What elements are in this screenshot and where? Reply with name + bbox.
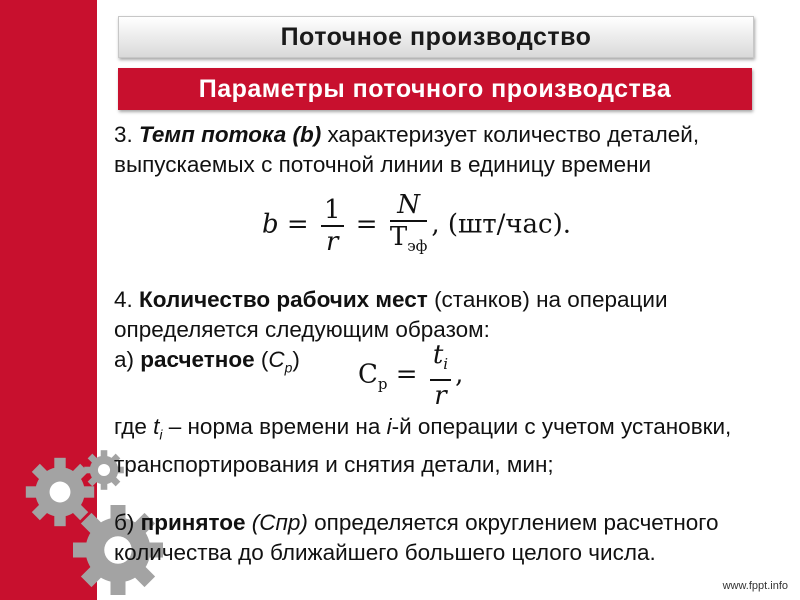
paragraph-accepted: б) принятое (Спр) определяется округлением расчетного количества до ближайшего большего целого числа. [114,510,719,565]
slide-title: Поточное производство [118,16,754,58]
paragraph-workplaces: 4. Количество рабочих мест (станков) на операции определяется следующим образом: [114,287,668,342]
formula-calculated: $С_р$ = $\frac{t_i}{r}$ , [358,340,464,412]
slide-subtitle: Параметры поточного производства [118,68,752,110]
footer-site: www.fppt.info [722,580,788,592]
paragraph-flow-rate: 3. Темп потока (b) характеризует количество деталей, выпускаемых с поточной линии в единицу времени [114,122,700,177]
paragraph-definition: где $t_i$ – норма времени на i-й операции с учетом установки, транспортирования и снятия детали, мин; [114,414,732,477]
formula-flow-rate: b = $\frac{1}{r}$ = $\frac{N}{Т_{эф}}$ , (шт/час). [262,190,572,257]
paragraph-calculated: а) расчетное $(С_р)$ [114,347,300,376]
